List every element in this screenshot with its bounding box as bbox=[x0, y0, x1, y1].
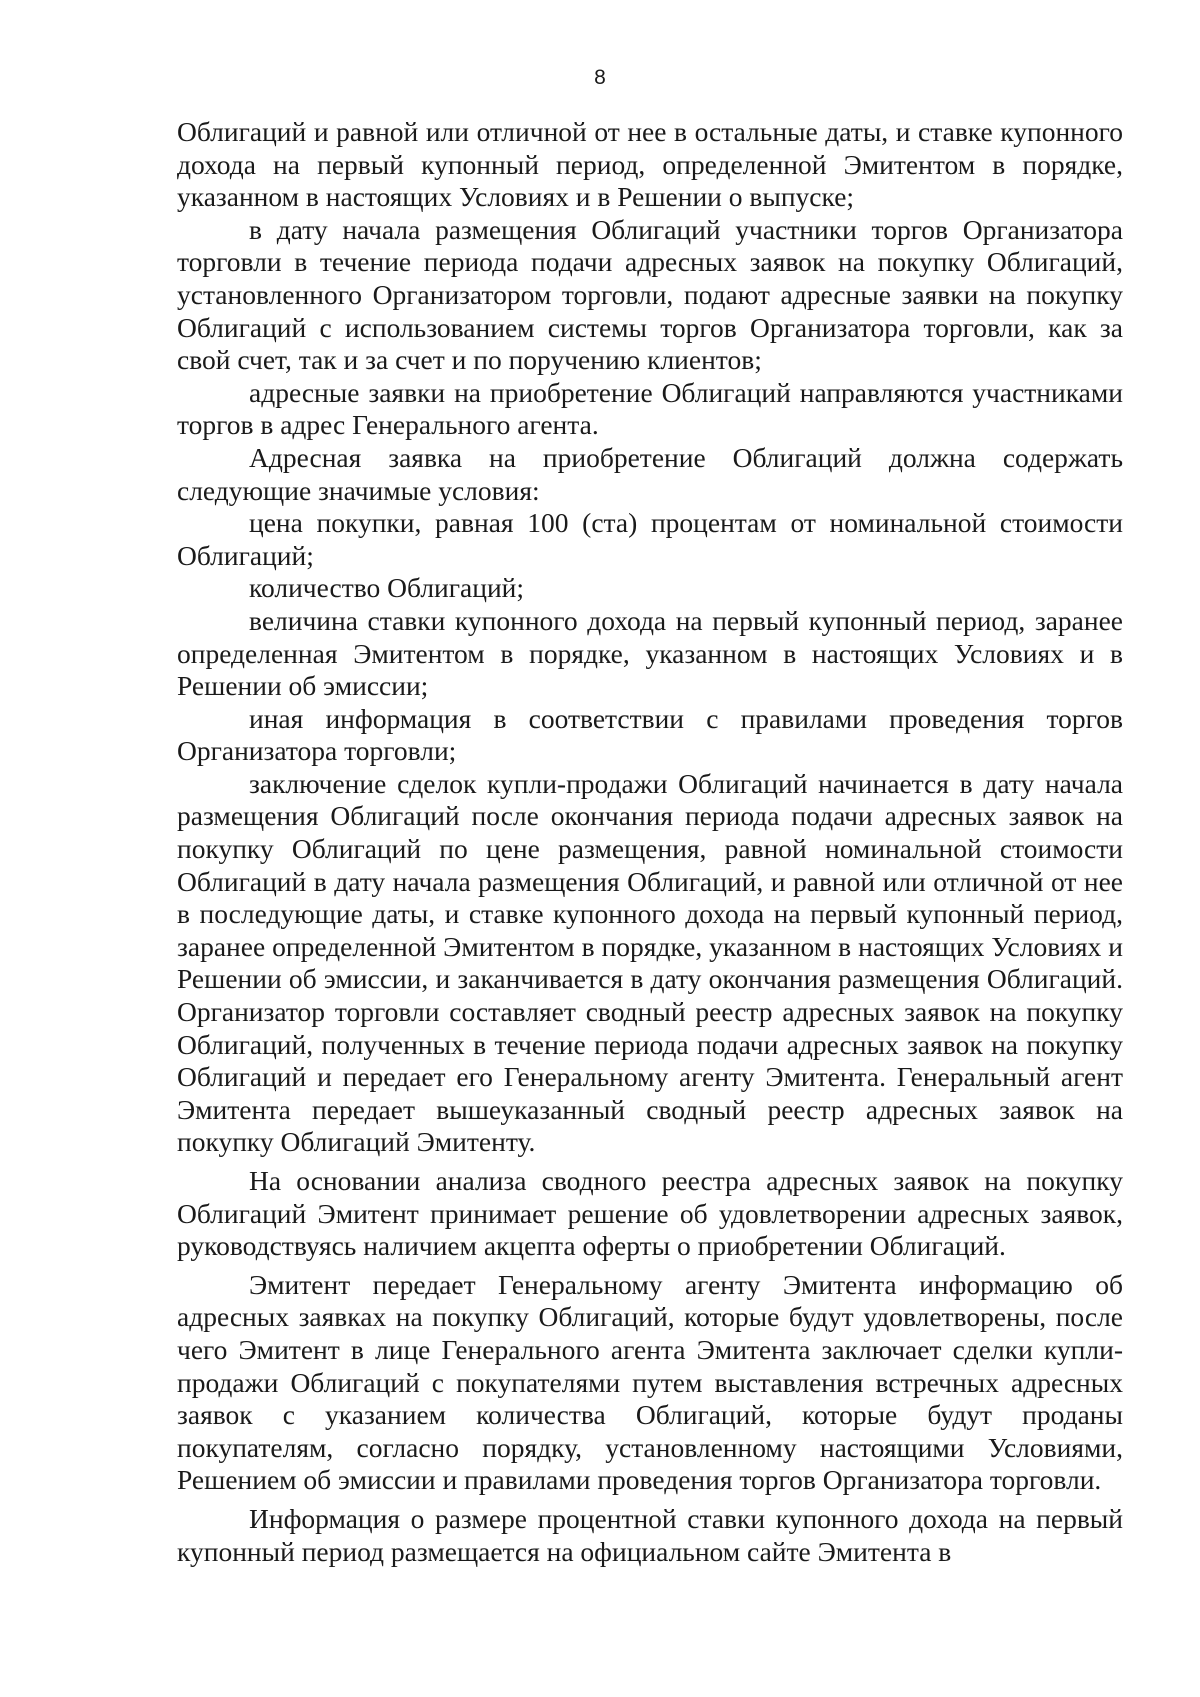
paragraph-11: Эмитент передает Генеральному агенту Эмитента информацию об адресных заявках на покупку Облигаций, которые будут удовлетворены, после чего Эмитент в лице Генерального агента Эмитента заключает сделки купли-продажи Облигаций с покупателями путем выставления встречных адресных заявок с указанием количества Облигаций, которые будут проданы покупателям, согласно порядку, установленному настоящими Условиями, Решением об эмиссии и правилами проведения торгов Организатора торговли. bbox=[177, 1268, 1123, 1496]
paragraph-6: количество Облигаций; bbox=[249, 572, 525, 604]
paragraph-9: заключение сделок купли-продажи Облигаций начинается в дату начала размещения Облигаций после окончания периода подачи адресных заявок на покупку Облигаций по цене размещения, равной номинальной стоимости Облигаций в дату начала размещения Облигаций, и равной или отличной от нее в последующие даты, и ставке купонного дохода на первый купонный период, заранее определенной Эмитентом в порядке, указанном в настоящих Условиях и Решении об эмиссии, и заканчивается в дату окончания размещения Облигаций. Организатор торговли составляет сводный реестр адресных заявок на покупку Облигаций, полученных в течение периода подачи адресных заявок на покупку Облигаций и передает его Генеральному агенту Эмитента. Генеральный агент Эмитента передает вышеуказанный сводный реестр адресных заявок на покупку Облигаций Эмитенту. bbox=[177, 767, 1123, 1158]
paragraph-12: Информация о размере процентной ставки купонного дохода на первый купонный период размещается на официальном сайте Эмитента в bbox=[177, 1502, 1123, 1567]
paragraph-8: иная информация в соответствии с правилами проведения торгов Организатора торговли; bbox=[177, 702, 1123, 767]
paragraph-3: адресные заявки на приобретение Облигаций направляются участниками торгов в адрес Генерального агента. bbox=[177, 376, 1123, 441]
paragraph-2: в дату начала размещения Облигаций участники торгов Организатора торговли в течение периода подачи адресных заявок на покупку Облигаций, установленного Организатором торговли, подают адресные заявки на покупку Облигаций с использованием системы торгов Организатора торговли, как за свой счет, так и за счет и по поручению клиентов; bbox=[177, 213, 1123, 376]
paragraph-10: На основании анализа сводного реестра адресных заявок на покупку Облигаций Эмитент принимает решение об удовлетворении адресных заявок, руководствуясь наличием акцепта оферты о приобретении Облигаций. bbox=[177, 1165, 1123, 1262]
document-body bbox=[177, 116, 1123, 1568]
paragraph-7: величина ставки купонного дохода на первый купонный период, заранее определенная Эмитентом в порядке, указанном в настоящих Условиях и в Решении об эмиссии; bbox=[177, 604, 1123, 702]
paragraph-1: Облигаций и равной или отличной от нее в остальные даты, и ставке купонного дохода на первый купонный период, определенной Эмитентом в порядке, указанном в настоящих Условиях и в Решении о выпуске; bbox=[177, 116, 1123, 213]
paragraph-4: Адресная заявка на приобретение Облигаций должна содержать следующие значимые условия: bbox=[177, 441, 1123, 506]
page-number: 8 bbox=[594, 66, 606, 89]
paragraph-5: цена покупки, равная 100 (ста) процентам от номинальной стоимости Облигаций; bbox=[177, 507, 1123, 571]
